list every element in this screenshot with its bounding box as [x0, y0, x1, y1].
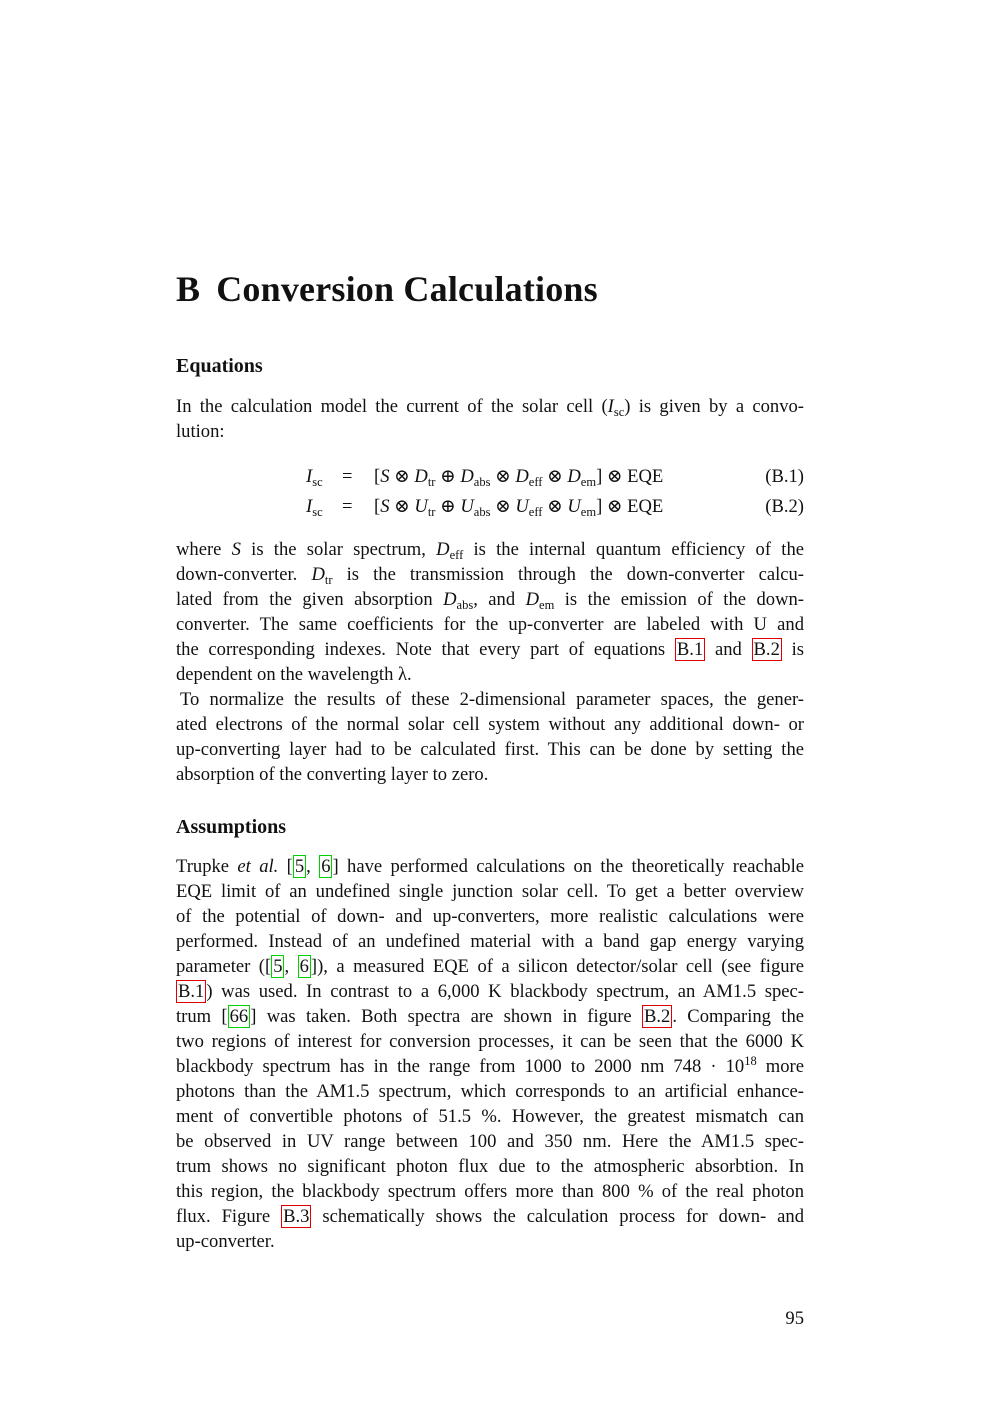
equation-label: (B.2)	[765, 496, 804, 517]
text-line: flux. Figure B.3 schematically shows the calculation process for down- and	[176, 1206, 804, 1227]
text-line: dependent on the wavelength λ.	[176, 664, 412, 685]
citation-link[interactable]: 6	[299, 956, 309, 977]
text-line: where S is the solar spectrum, $D_{eff}$ is the internal quantum efficiency of the	[176, 539, 804, 562]
citation-link[interactable]: 6	[321, 856, 331, 877]
text-line: photons than the AM1.5 spectrum, which corresponds to an artificial enhance-	[176, 1081, 804, 1102]
text-line: B.1 ) was used. In contrast to a 6,000 K blackbody spectrum, an AM1.5 spec-	[178, 981, 804, 1002]
text-line: lated from the given absorption $D_{abs}$, and $D_{em}$ is the emission of the down-	[176, 589, 804, 612]
figure-ref-link[interactable]: B.3	[283, 1206, 310, 1227]
equation-label: (B.1)	[765, 466, 804, 487]
equals-sign: =	[342, 496, 353, 517]
text-line: performed. Instead of an undefined material with a band gap energy varying	[176, 931, 804, 952]
chapter-title-text: Conversion Calculations	[216, 269, 598, 309]
normalize-paragraph	[176, 687, 804, 787]
text-line: Trupke et al. [ 5 , 6 ] have performed calculations on the theoretically reachable	[176, 856, 805, 877]
chapter-number: B	[176, 269, 201, 309]
equation-rhs: [S ⊗ $U_{tr}$ ⊕ $U_{abs}$ ⊗ $U_{eff}$ ⊗ $U_{em}$] ⊗ EQE	[374, 496, 664, 519]
equals-sign: =	[342, 466, 353, 487]
text-line: the corresponding indexes. Note that every part of equations B.1 and B.2 is	[176, 639, 804, 660]
equation-block	[176, 462, 804, 522]
equation-ref-link[interactable]: B.2	[753, 639, 780, 660]
text-line: trum shows no significant photon flux due to the atmospheric absorbtion. In	[176, 1156, 804, 1177]
section-heading-assumptions: Assumptions	[176, 816, 287, 838]
text-line: parameter ([ 5 , 6 ]), a measured EQE of a silicon detector/solar cell (see figure	[176, 956, 804, 977]
where-paragraph	[176, 537, 804, 687]
equation-lhs: $I_{sc}$	[306, 466, 323, 489]
text-line: lution:	[176, 421, 225, 442]
text-line: up-converting layer had to be calculated first. This can be done by setting the	[176, 739, 804, 760]
page-number: 95	[785, 1308, 804, 1329]
figure-ref-link[interactable]: B.2	[643, 1006, 671, 1027]
text-line: down-converter. $D_{tr}$ is the transmission through the down-converter calcu-	[176, 564, 805, 587]
equation-rhs: [S ⊗ $D_{tr}$ ⊕ $D_{abs}$ ⊗ $D_{eff}$ ⊗ $D_{em}$] ⊗ EQE	[374, 466, 664, 489]
text-line: blackbody spectrum has in the range from 1000 to 2000 nm $748 \cdot 10^{18}$ more	[176, 1054, 804, 1077]
text-line: To normalize the results of these 2-dimensional parameter spaces, the gener-	[180, 689, 804, 710]
figure-ref-link[interactable]: B.1	[178, 981, 205, 1002]
intro-paragraph	[176, 394, 804, 444]
text-line: two regions of interest for conversion processes, it can be seen that the 6000 K	[176, 1031, 804, 1052]
text-line: ment of convertible photons of 51.5 %. However, the greatest mismatch can	[176, 1106, 804, 1127]
equation-ref-link[interactable]: B.1	[676, 639, 704, 660]
text-line: EQE limit of an undefined single junction solar cell. To get a better overview	[176, 881, 804, 902]
section-heading-equations: Equations	[176, 355, 263, 377]
text-line: of the potential of down- and up-converters, more realistic calculations were	[176, 906, 804, 927]
text-line: trum [ 66 ] was taken. Both spectra are shown in figure B.2 . Comparing the	[176, 1006, 804, 1027]
citation-link[interactable]: 5	[273, 956, 283, 977]
text-line: up-converter.	[176, 1231, 275, 1252]
chapter-title	[176, 268, 598, 310]
citation-link[interactable]: 66	[229, 1006, 249, 1027]
text-line: In the calculation model the current of the solar cell $(I_{sc})$ is given by a convo-	[176, 396, 804, 419]
assumptions-paragraph	[176, 854, 804, 1254]
text-line: this region, the blackbody spectrum offers more than 800 % of the real photon	[176, 1181, 804, 1202]
equation-b1	[176, 462, 804, 492]
text-line: ated electrons of the normal solar cell system without any additional down- or	[176, 714, 804, 735]
text-line: be observed in UV range between 100 and 350 nm. Here the AM1.5 spec-	[176, 1131, 804, 1152]
equation-b2	[176, 492, 804, 522]
citation-link[interactable]: 5	[294, 856, 305, 877]
text-line: absorption of the converting layer to zero.	[176, 764, 489, 785]
equation-lhs: $I_{sc}$	[306, 496, 323, 519]
text-line: converter. The same coefficients for the up-converter are labeled with U and	[176, 614, 804, 635]
